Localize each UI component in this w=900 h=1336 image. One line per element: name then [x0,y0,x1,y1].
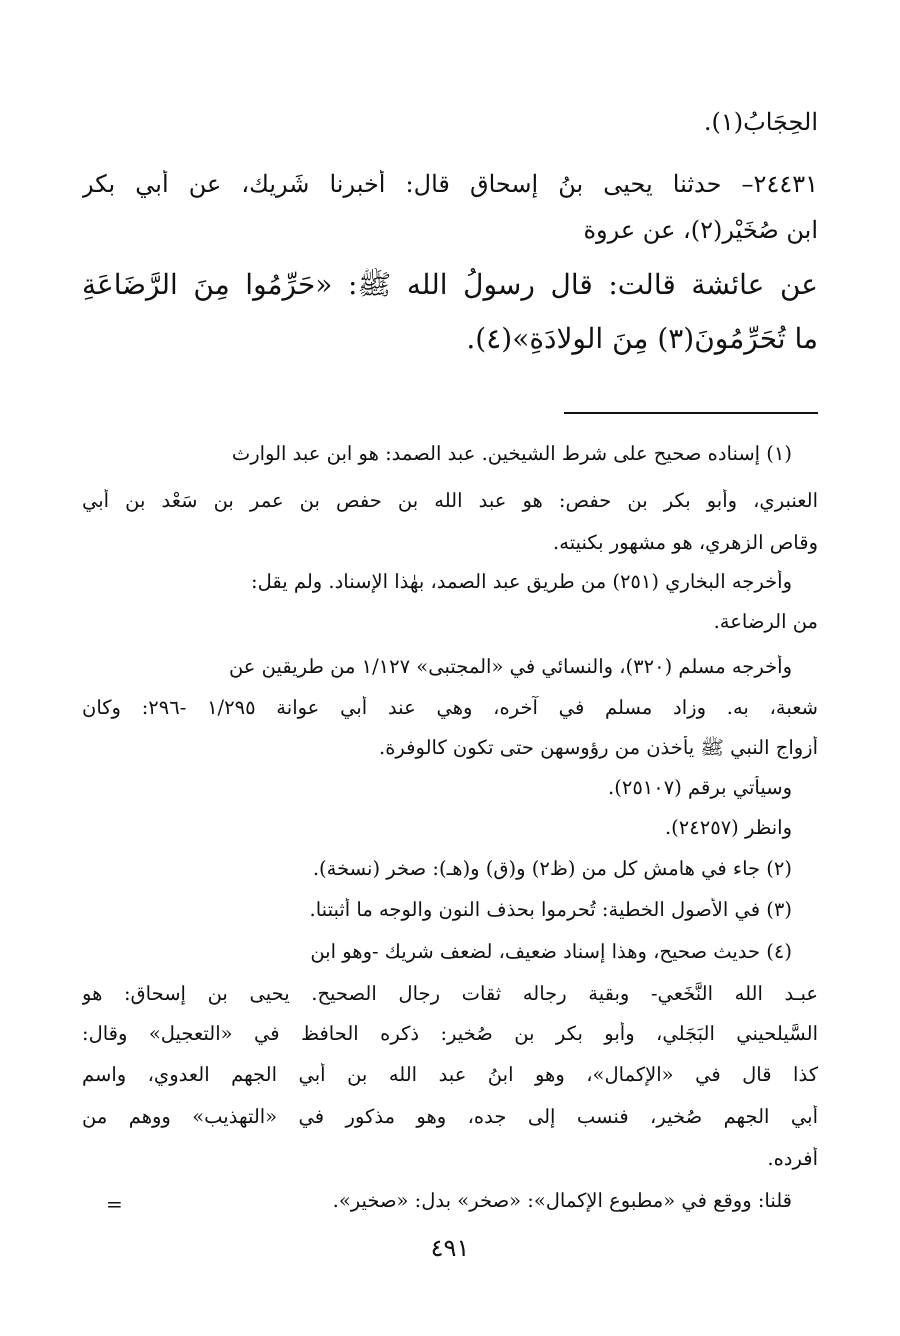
chapter-ending: الحِجَابُ(١). [703,108,818,136]
footnote-line: وأخرجه مسلم (٣٢٠)، والنسائي في «المجتبى» ١/١٢٧ من طريقين عن [228,655,792,678]
hadith-isnad-line-1: ٢٤٤٣١– حدثنا يحيى بنُ إسحاق قال: أخبرنا شَرِيك، عن أبي بكر [82,170,818,198]
footnote-line: عبـد الله النَّخَعي- وبقية رجاله ثقات رجال الصحيح. يحيى بن إسحاق: هو [82,982,818,1005]
footnote-line: وانظر (٢٤٢٥٧). [664,816,792,839]
footnote-line: من الرضاعة. [713,610,818,633]
hadith-matn-line-2: ما تُحَرِّمُونَ(٣) مِنَ الوِلادَةِ»(٤). [466,322,818,355]
footnote-line: أفرده. [767,1147,818,1170]
hadith-isnad-line-2: ابن صُخَيْر(٢)، عن عروة [583,216,818,244]
footnote-line: وأخرجه البخاري (٢٥١) من طريق عبد الصمد، بهٰذا الإسناد. ولم يقل: [251,570,792,593]
footnote-line: (١) إسناده صحيح على شرط الشيخين. عبد الصمد: هو ابن عبد الوارث [231,442,792,465]
footnote-line: أزواج النبي ﷺ يأخذن من رؤوسهن حتى تكون كالوفرة. [379,736,818,759]
footnote-line: السَّيلحيني البَجَلي، وأبو بكر بن صُخير: ذكره الحافظ في «التعجيل» وقال: [82,1022,818,1045]
footnote-line: وسيأتي برقم (٢٥١٠٧). [608,776,792,799]
footnote-line: (٣) في الأصول الخطية: تُحرموا بحذف النون والوجه ما أثبتنا. [309,898,792,921]
footnote-line: وقاص الزهري، هو مشهور بكنيته. [553,531,818,554]
footnote-separator [564,412,818,414]
footnote-line: قلنا: ووقع في «مطبوع الإكمال»: «صخر» بدل: «صخير». [332,1189,792,1212]
footnote-line: كذا قال في «الإكمال»، وهو ابنُ عبد الله بن أبي الجهم العدوي، واسم [82,1063,818,1086]
page-number: ٤٩١ [430,1234,470,1262]
footnote-line: العنبري، وأبو بكر بن حفص: هو عبد الله بن حفص بن عمر بن سَعْد بن أبي [82,489,818,512]
footnote-line: (٤) حديث صحيح، وهذا إسناد ضعيف، لضعف شريك -وهو ابن [310,940,792,963]
footnote-line: أبي الجهم صُخير، فنسب إلى جده، وهو مذكور في «التهذيب» ووهم من [82,1105,818,1128]
footnote-line: شعبة، به. وزاد مسلم في آخره، وهي عند أبي عوانة ١/٢٩٥ -٢٩٦: وكان [82,696,818,719]
hadith-matn-line-1: عن عائشة قالت: قال رسولُ الله ﷺ: «حَرِّمُوا مِنَ الرَّضَاعَةِ [82,268,818,301]
footnote-line: (٢) جاء في هامش كل من (ظ٢) و(ق) و(هـ): صخر (نسخة). [312,857,792,880]
continuation-mark: = [106,1192,123,1216]
